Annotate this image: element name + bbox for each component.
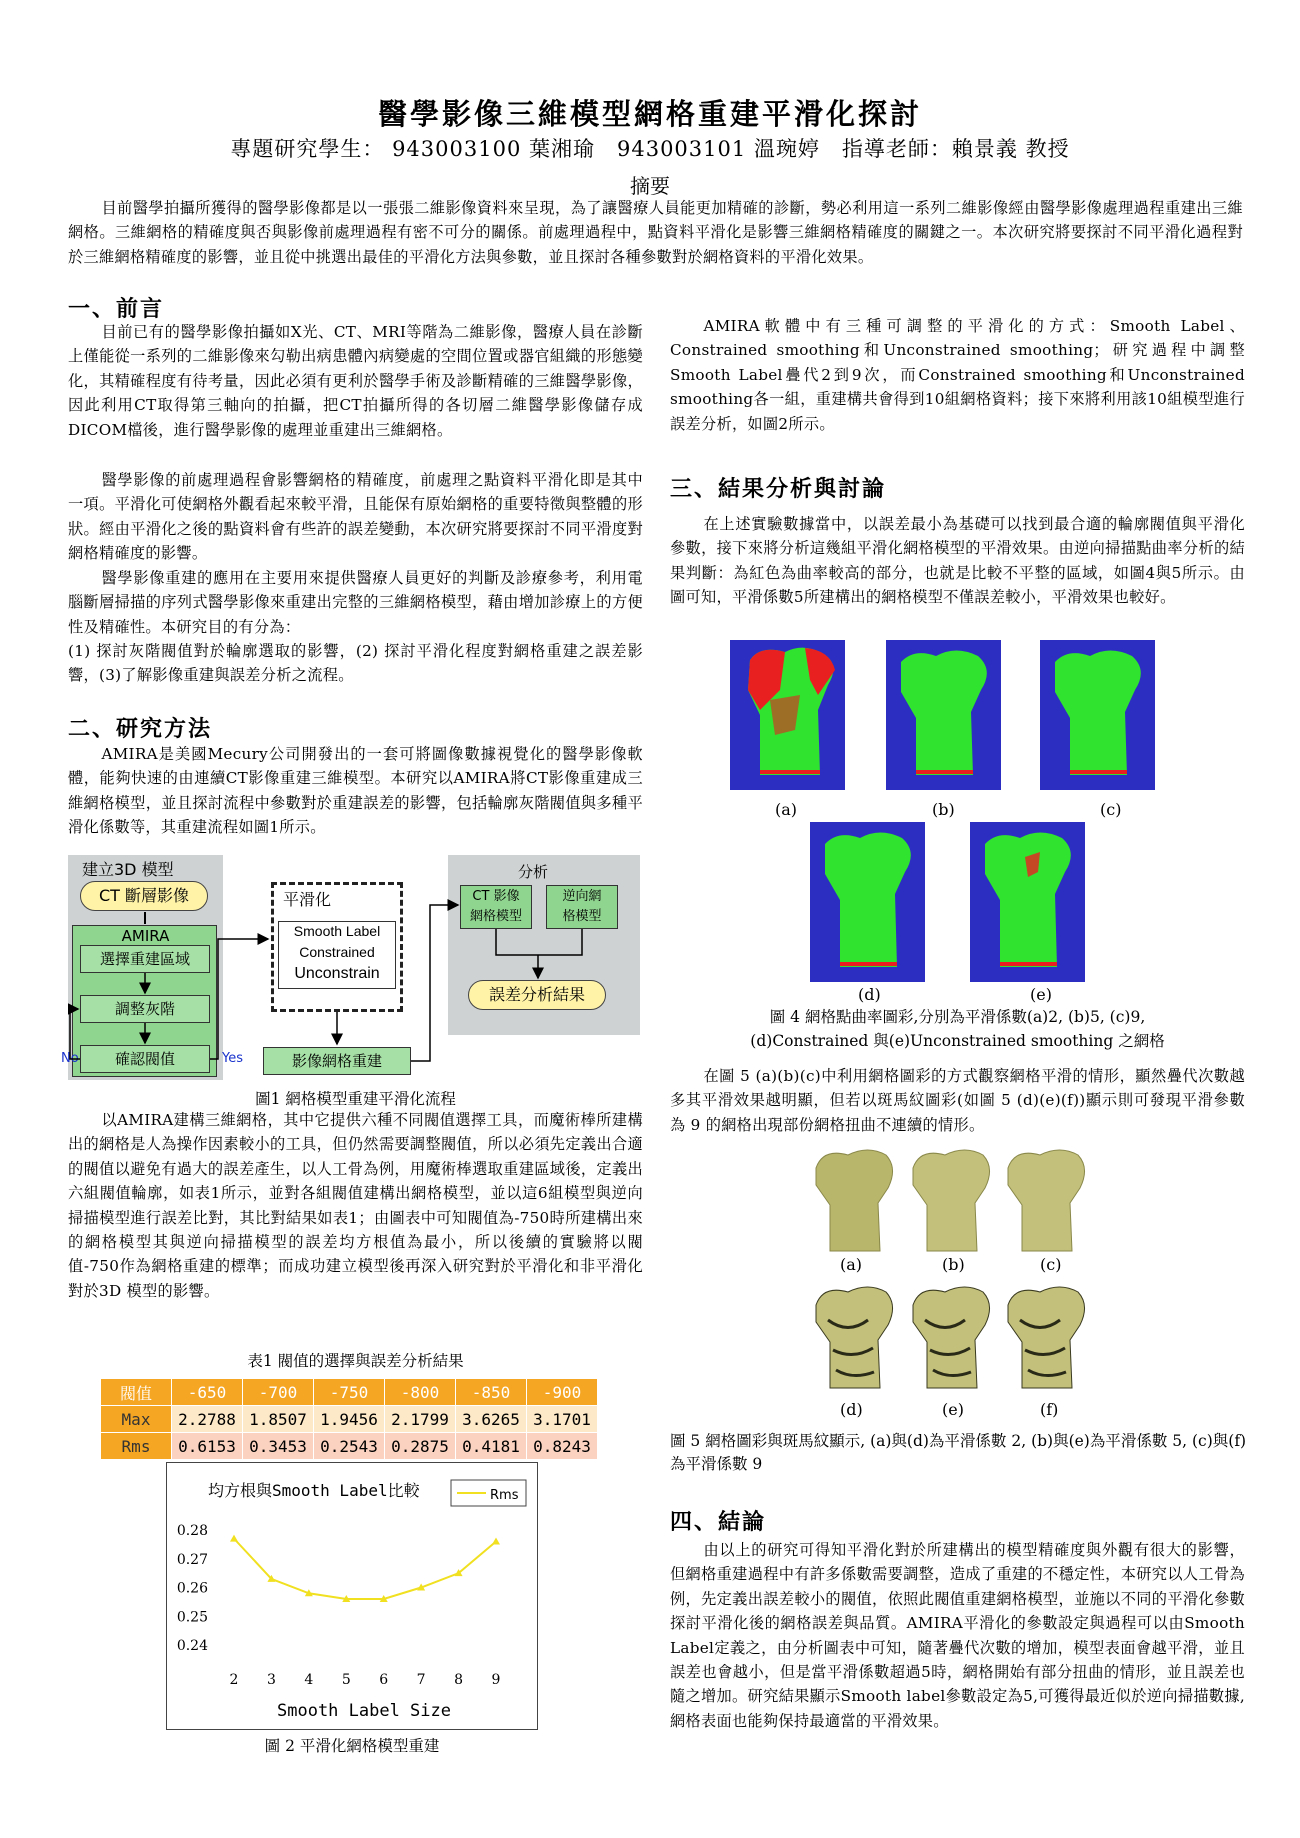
x-tick-label: 4	[304, 1672, 314, 1688]
table-cell: 0.4181	[456, 1433, 527, 1460]
fig5-label-c: (c)	[1040, 1255, 1062, 1274]
fig5-label-d: (d)	[840, 1400, 863, 1419]
table-cell: 0.6153	[172, 1433, 243, 1460]
figure-1-caption: 圖1 網格模型重建平滑化流程	[255, 1090, 456, 1108]
right-paragraph-2: 在上述實驗數據當中，以誤差最小為基礎可以找到最合適的輪廓閥值與平滑化參數，接下來將分析這幾組平滑化網格模型的平滑效果。由逆向掃描點曲率分析的結果判斷：為紅色為曲率較高的部分，也就是比較不平整的區域，如圖4與5所示。由圖可知，平滑係數5所建構出的網格模型不僅誤差較小，平滑效果也較好。	[670, 515, 1245, 607]
no-label: No	[61, 1051, 79, 1066]
x-tick-label: 7	[416, 1672, 426, 1688]
abstract-heading: 摘要	[630, 174, 670, 198]
error-analysis-result-node: 誤差分析結果	[468, 980, 606, 1010]
table-cell: -700	[243, 1379, 314, 1406]
figure-4-caption-line-1: 圖 4 網格點曲率圖彩,分別為平滑係數(a)2, (b)5, (c)9,	[769, 1008, 1146, 1026]
table-row	[101, 1406, 598, 1433]
paper-title: 醫學影像三維模型網格重建平滑化探討	[377, 97, 922, 131]
x-tick-label: 3	[266, 1672, 276, 1688]
curvature-image-a	[730, 640, 845, 790]
x-tick-label: 6	[379, 1672, 389, 1688]
curvature-image-e	[970, 822, 1085, 982]
conclusion-paragraph: 由以上的研究可得知平滑化對於所建構出的模型精確度與外觀有很大的影響，但網格重建過程中有許多係數需要調整，造成了重建的不穩定性，本研究以人工骨為例，先定義出誤差較小的閥值，依照此閥值重建網格模型，並施以不同的平滑化參數探討平滑化後的網格誤差與品質。AMIRA平滑化的參數設定與過程可以由Smooth Label定義之，由分析圖表中可知，隨著疊代次數的增加，模型表面會越平滑，並且誤差也會越小，但是當平滑係數超過5時，網格開始有部分扭曲的情形，並且誤差也隨之增加。研究結果顯示Smooth label參數設定為5,可獲得最近似於逆向掃描數據,網格表面也能夠保持最適當的平滑效果。	[670, 1541, 1245, 1730]
authors-line: 專題研究學生： 943003100 葉湘瑜 943003101 溫琬婷 指導老師：賴景義 教授	[230, 137, 1070, 161]
fig5-label-b: (b)	[942, 1255, 965, 1274]
table-cell: -800	[385, 1379, 456, 1406]
curvature-image-b	[886, 640, 1001, 790]
table-cell: 2.2788	[172, 1406, 243, 1433]
sec2-paragraph-1: AMIRA是美國Mecury公司開發出的一套可將圖像數據視覺化的醫學影像軟體，能夠快速的由連續CT影像重建三維模型。本研究以AMIRA將CT影像重建成三維網格模型，並且探討流程中參數對於重建誤差的影響，包括輪廓灰階閥值與多種平滑化係數等，其重建流程如圖1所示。	[68, 745, 643, 837]
amira-label: AMIRA	[121, 927, 170, 945]
reverse-mesh-model-node: 逆向網格模型	[546, 885, 618, 929]
section-3-heading: 三、結果分析與討論	[670, 476, 887, 502]
y-tick-label: 0.27	[176, 1551, 208, 1568]
figure-4-caption-line-2: (d)Constrained 與(e)Unconstrained smoothing 之網格	[750, 1032, 1165, 1050]
flowchart-figure-1	[61, 855, 643, 1080]
threshold-table	[100, 1378, 598, 1460]
table-cell: 0.3453	[243, 1433, 314, 1460]
table-cell: 0.2543	[314, 1433, 385, 1460]
section-4-heading: 四、結論	[670, 1509, 767, 1535]
smooth-label-option: Smooth Label	[293, 923, 381, 939]
ct-slices-node: CT 斷層影像	[80, 881, 208, 911]
table-cell: 閥值	[101, 1379, 172, 1406]
table-header-row	[101, 1379, 598, 1406]
constrained-option: Constrained	[299, 944, 375, 960]
table-cell: Max	[101, 1406, 172, 1433]
y-tick-label: 0.24	[176, 1638, 208, 1654]
sec1-paragraph-3: 醫學影像重建的應用在主要用來提供醫療人員更好的判斷及診療參考，利用電腦斷層掃描的序列式醫學影像來重建出完整的三維網格模型，藉由增加診療上的方便性及精確性。本研究目的有分為：	[68, 569, 643, 636]
y-tick-label: 0.25	[176, 1609, 208, 1626]
curvature-image-d	[810, 822, 925, 982]
chart-title: 均方根與Smooth Label比較	[208, 1481, 420, 1500]
confirm-threshold-node: 確認閥值	[80, 1045, 210, 1073]
section-2-heading: 二、研究方法	[68, 716, 213, 742]
table-cell: 3.6265	[456, 1406, 527, 1433]
flowchart-connectors	[68, 855, 643, 1080]
fig4-label-e: (e)	[1030, 985, 1052, 1004]
table-cell: 3.1701	[527, 1406, 598, 1433]
mesh-image-c	[1000, 1143, 1090, 1253]
zebra-image-d	[808, 1280, 898, 1390]
mesh-image-a	[808, 1143, 898, 1253]
yes-label: Yes	[222, 1051, 243, 1066]
analysis-title: 分析	[518, 863, 549, 881]
x-tick-label: 8	[454, 1672, 464, 1688]
mesh-reconstruction-node: 影像網格重建	[263, 1047, 411, 1075]
fig5-label-f: (f)	[1040, 1400, 1059, 1419]
sec1-paragraph-2: 醫學影像的前處理過程會影響網格的精確度，前處理之點資料平滑化即是其中一項。平滑化可使網格外觀看起來較平滑，且能保有原始網格的重要特徵與整體的形狀。經由平滑化之後的點資料會有些許的誤差變動，本次研究將要探討不同平滑度對網格精確度的影響。	[68, 471, 643, 563]
y-tick-label: 0.28	[176, 1523, 208, 1539]
table-cell: 2.1799	[385, 1406, 456, 1433]
mesh-image-b	[905, 1143, 995, 1253]
table-cell: 1.8507	[243, 1406, 314, 1433]
fig4-label-c: (c)	[1100, 800, 1122, 819]
x-tick-label: 5	[341, 1672, 351, 1688]
table-row	[101, 1433, 598, 1460]
table-cell: 1.9456	[314, 1406, 385, 1433]
x-axis-label: Smooth Label Size	[277, 1701, 451, 1721]
table-cell: 0.2875	[385, 1433, 456, 1460]
fig4-label-b: (b)	[932, 800, 955, 819]
select-region-node: 選擇重建區域	[80, 945, 210, 973]
figure-5-caption: 圖 5 網格圖彩與斑馬紋顯示, (a)與(d)為平滑係數 2, (b)與(e)為平滑係數 5, (c)與(f)為平滑係數 9	[670, 1432, 1247, 1473]
abstract-text: 目前醫學拍攝所獲得的醫學影像都是以一張張二維影像資料來呈現，為了讓醫療人員能更加精確的診斷，勢必利用這一系列二維影像經由醫學影像處理過程重建出三維網格。三維網格的精確度與否與影像前處理過程有密不可分的關係。前處理過程中，點資料平滑化是影響三維網格精確度的關鍵之一。本次研究將要探討不同平滑化過程對於三維網格精確度的影響，並且從中挑選出最佳的平滑化方法與參數，並且探討各種參數對於網格資料的平滑化效果。	[68, 199, 1243, 266]
legend-label: Rms	[490, 1488, 519, 1503]
table-cell: Rms	[101, 1433, 172, 1460]
section-1-heading: 一、前言	[68, 296, 165, 322]
ct-mesh-model-node: CT 影像網格模型	[460, 885, 532, 929]
curvature-image-c	[1040, 640, 1155, 790]
sec2-paragraph-2: 以AMIRA建構三維網格，其中它提供六種不同閥值選擇工具，而魔術棒所建構出的網格是人為操作因素較小的工具，但仍然需要調整閥值，所以必須先定義出合適的閥值以避免有過大的誤差產生，以人工骨為例，用魔術棒選取重建區域後，定義出六組閥值輪廓，如表1所示，並對各組閥值建構出網格模型，並以這6組模型與逆向掃描模型進行誤差比對，其比對結果如表1；由圖表中可知閥值為-750時所建構出來的網格模型其與逆向掃描模型的誤差均方根值為最小，所以後續的實驗將以閥值-750作為網格重建的標準；而成功建立模型後再深入研究對於平滑化和非平滑化對於3D 模型的影響。	[68, 1111, 643, 1300]
table-cell: -900	[527, 1379, 598, 1406]
table-1-caption: 表1 閥值的選擇與誤差分析結果	[247, 1352, 464, 1370]
x-tick-label: 2	[229, 1672, 239, 1688]
table-cell: 0.8243	[527, 1433, 598, 1460]
fig4-label-d: (d)	[858, 985, 881, 1004]
right-paragraph-3: 在圖 5 (a)(b)(c)中利用網格圖彩的方式觀察網格平滑的情形，顯然疊代次數越多其平滑效果越明顯，但若以斑馬紋圖彩(如圖 5 (d)(e)(f))顯示則可發現平滑參數為 9 的網格出現部份網格扭曲不連續的情形。	[670, 1067, 1245, 1134]
table-cell: -650	[172, 1379, 243, 1406]
y-tick-label: 0.26	[176, 1580, 208, 1597]
fig5-label-e: (e)	[942, 1400, 964, 1419]
zebra-image-f	[1000, 1280, 1090, 1390]
table-cell: -750	[314, 1379, 385, 1406]
figure-2-caption: 圖 2 平滑化網格模型重建	[264, 1737, 440, 1755]
x-tick-label: 9	[491, 1672, 501, 1688]
unconstrain-option: Unconstrain	[294, 965, 380, 982]
sec1-paragraph-4: (1) 探討灰階閥值對於輪廓選取的影響，(2) 探討平滑化程度對網格重建之誤差影響，(3)了解影像重建與誤差分析之流程。	[68, 642, 643, 685]
right-paragraph-1: AMIRA軟體中有三種可調整的平滑化的方式：Smooth Label、Constrained smoothing和Unconstrained smoothing；研究過程中調整Smooth Label疊代2到9次，而Constrained smoothing和Unconstrained smoothing各一組，重建構共會得到10組網格資料；接下來將利用該10組模型進行誤差分析，如圖2所示。	[670, 317, 1245, 433]
zebra-image-e	[905, 1280, 995, 1390]
fig5-label-a: (a)	[840, 1255, 863, 1274]
fig4-label-a: (a)	[775, 800, 798, 819]
build-model-label: 建立3D 模型	[82, 860, 174, 879]
adjust-gray-node: 調整灰階	[80, 995, 210, 1023]
rms-line-chart	[166, 1462, 538, 1730]
table-cell: -850	[456, 1379, 527, 1406]
smoothing-title: 平滑化	[283, 890, 332, 909]
sec1-paragraph-1: 目前已有的醫學影像拍攝如X光、CT、MRI等階為二維影像，醫療人員在診斷上僅能從一系列的二維影像來勾勒出病患體內病變處的空間位置或器官組織的形態變化，其精確程度有待考量，因此必須有更利於醫學手術及診斷精確的三維醫學影像，因此利用CT取得第三軸向的拍攝，把CT拍攝所得的各切層二維醫學影像儲存成DICOM檔後，進行醫學影像的處理並重建出三維網格。	[68, 323, 643, 439]
